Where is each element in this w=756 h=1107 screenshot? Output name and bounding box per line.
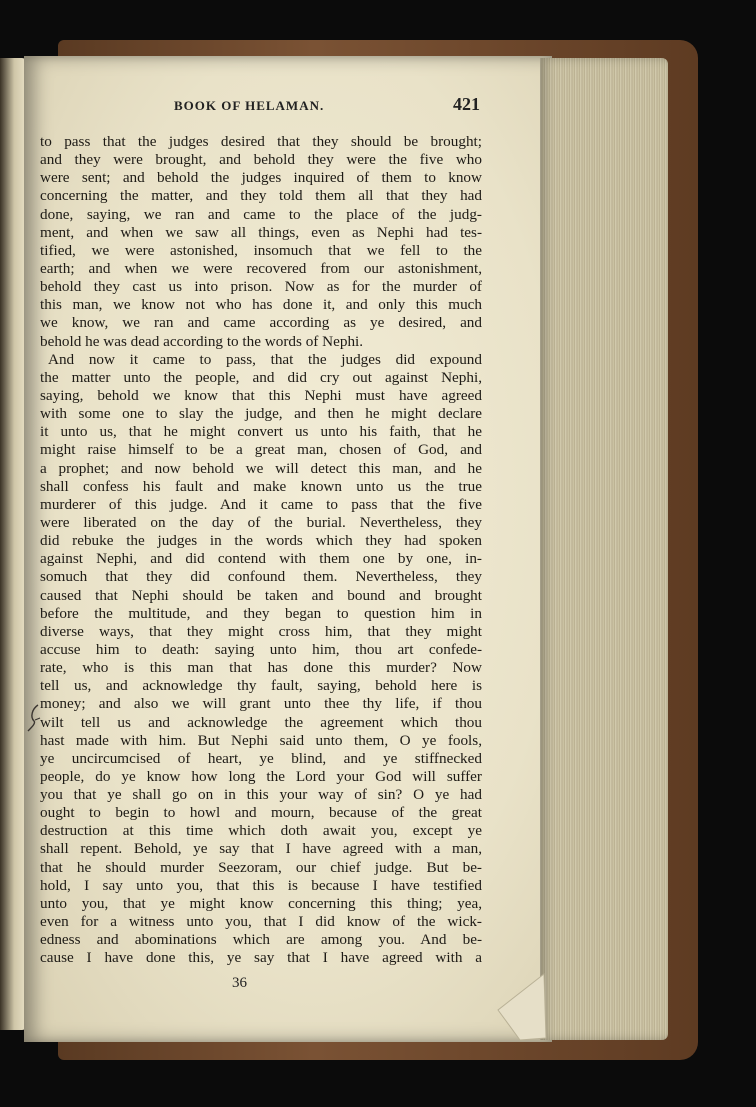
text-line: somuch that they did confound them. Nevertheless, they	[40, 568, 482, 586]
text-line: hold, I say unto you, that this is because I have testified	[40, 876, 482, 894]
page-block-edges	[540, 58, 668, 1040]
text-line: destruction at this time which doth await you, except ye	[40, 822, 482, 840]
text-line: murderer of this judge. And it came to pass that the five	[40, 495, 482, 513]
text-line: the matter unto the people, and did cry out against Nephi,	[40, 368, 482, 386]
text-line: shall confess his fault and make known unto us the true	[40, 477, 482, 495]
text-line: earth; and when we were recovered from our astonishment,	[40, 259, 482, 277]
text-line: shall repent. Behold, ye say that I have agreed with a man,	[40, 840, 482, 858]
text-line: did rebuke the judges in the words which they had spoken	[40, 532, 482, 550]
text-line: diverse ways, that they might cross him, that they might	[40, 622, 482, 640]
text-line: saying, behold we know that this Nephi must have agreed	[40, 386, 482, 404]
text-line: unto you, that ye might know concerning this thing; yea,	[40, 894, 482, 912]
signature-mark: 36	[232, 975, 247, 991]
text-line: wilt tell us and acknowledge the agreement which thou	[40, 713, 482, 731]
text-line: with some one to slay the judge, and then he might declare	[40, 405, 482, 423]
text-line: this man, we know not who has done it, and only this much	[40, 296, 482, 314]
text-line: against Nephi, and did contend with them one by one, in-	[40, 550, 482, 568]
text-line: done, saying, we ran and came to the place of the judg-	[40, 205, 482, 223]
running-head: BOOK OF HELAMAN.	[174, 98, 325, 113]
text-line: hast made with him. But Nephi said unto them, O ye fools,	[40, 731, 482, 749]
text-line: it unto us, that he might convert us unto his faith, that he	[40, 423, 482, 441]
text-line: that he should murder Seezoram, our chief judge. But be-	[40, 858, 482, 876]
handwritten-margin-mark-icon	[26, 703, 42, 733]
text-line: cause I have done this, ye say that I have agreed with a	[40, 949, 482, 967]
body-text	[40, 133, 482, 967]
protruding-note-slip-icon	[490, 972, 548, 1042]
text-line: you that ye shall go on in this your way of sin? O ye had	[40, 786, 482, 804]
text-line: a prophet; and now behold we will detect this man, and he	[40, 459, 482, 477]
text-line: tified, we were astonished, insomuch that we fell to the	[40, 241, 482, 259]
text-line: before the multitude, and they began to question him in	[40, 604, 482, 622]
page-number: 421	[453, 94, 480, 114]
text-line: were liberated on the day of the burial. Nevertheless, they	[40, 513, 482, 531]
text-line: accuse him to death: saying unto him, thou art confede-	[40, 640, 482, 658]
text-line: ye uncircumcised of heart, ye blind, and ye stiffnecked	[40, 749, 482, 767]
text-line: tell us, and acknowledge thy fault, saying, behold here is	[40, 677, 482, 695]
text-line: people, do ye know how long the Lord your God will suffer	[40, 767, 482, 785]
text-line: behold he was dead according to the words of Nephi.	[40, 332, 364, 350]
text-line: rate, who is this man that has done this murder? Now	[40, 659, 482, 677]
text-line: caused that Nephi should be taken and bound and brought	[40, 586, 482, 604]
text-line: behold they cast us into prison. Now as for the murder of	[40, 278, 482, 296]
text-line: concerning the matter, and they told them all that they had	[40, 187, 482, 205]
text-line: might raise himself to be a great man, chosen of God, and	[40, 441, 482, 459]
text-line: even for a witness unto you, that I did know of the wick-	[40, 913, 482, 931]
text-line: ought to begin to howl and mourn, because of the great	[40, 804, 482, 822]
text-line: money; and also we will grant unto thee thy life, if thou	[40, 695, 482, 713]
text-line: edness and abominations which are among you. And be-	[40, 931, 482, 949]
text-line: ment, and when we saw all things, even as Nephi had tes-	[40, 223, 482, 241]
text-line: we know, we ran and came according as ye desired, and	[40, 314, 482, 332]
text-line: to pass that the judges desired that they should be brought;	[40, 133, 482, 150]
text-line: and they were brought, and behold they were the five who	[40, 151, 482, 169]
text-line: And now it came to pass, that the judges did expound	[48, 350, 482, 368]
text-line: were sent; and behold the judges inquired of them to know	[40, 169, 482, 187]
previous-page-edge	[0, 58, 26, 1030]
page-header	[40, 94, 480, 118]
